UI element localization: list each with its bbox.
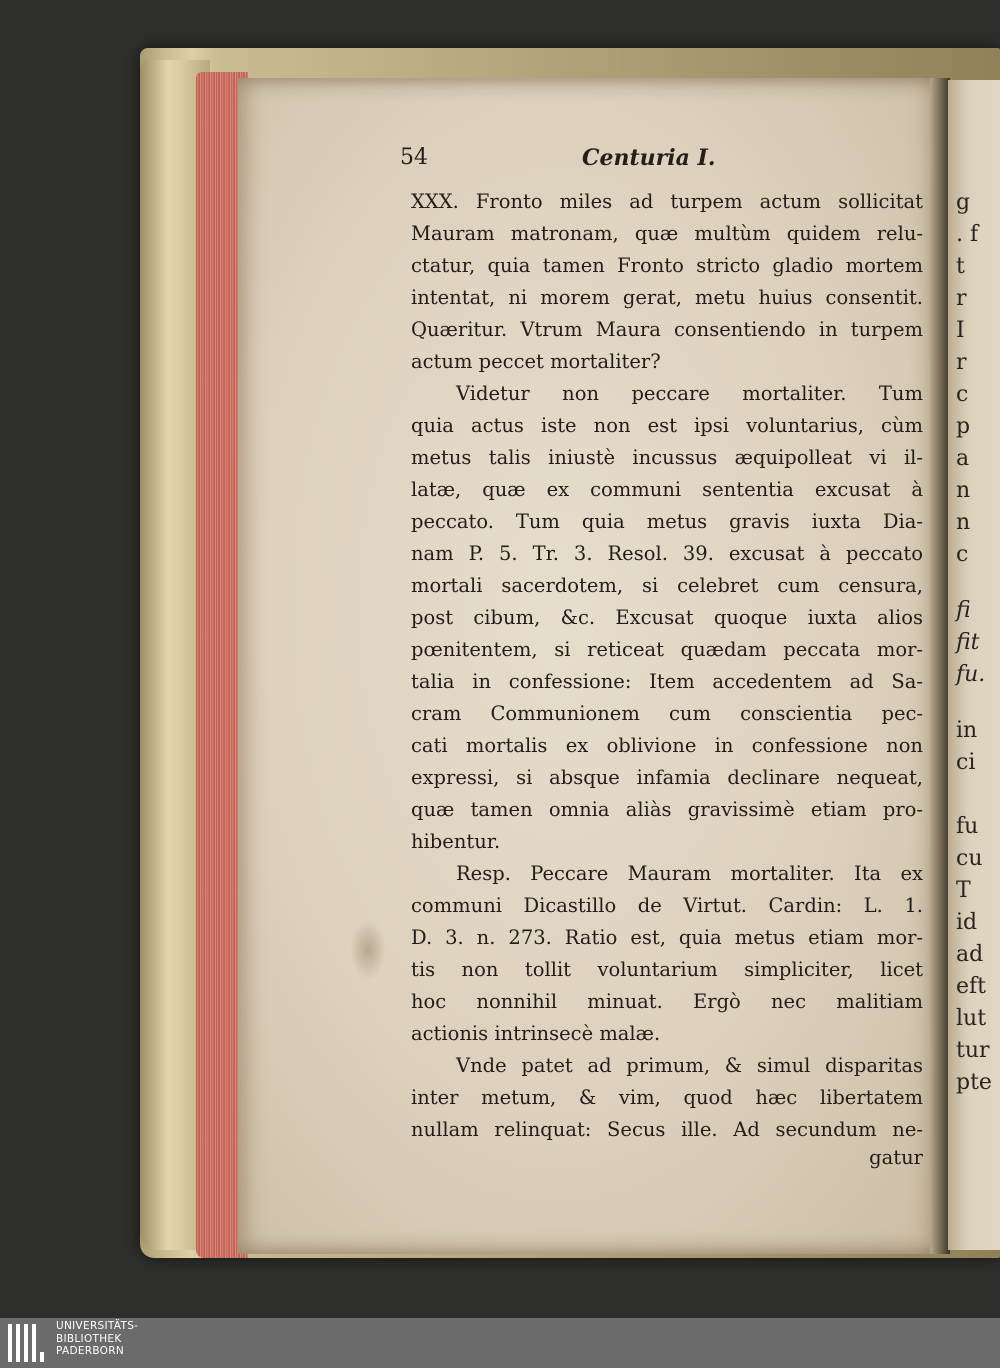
page-header bbox=[400, 145, 930, 175]
library-name-line: UNIVERSITÄTS- bbox=[56, 1320, 139, 1332]
text-line: Resp. Peccare Mauram mortaliter. Ita ex bbox=[456, 862, 923, 885]
text-line: hibentur. bbox=[411, 830, 501, 853]
text-line: XXX. Fronto miles ad turpem actum sollicitat bbox=[411, 190, 923, 213]
facing-page-text: t bbox=[956, 254, 965, 279]
paper-stain bbox=[350, 920, 386, 980]
text-line: intentat, ni morem gerat, metu huius consentit. bbox=[411, 286, 923, 309]
facing-page-text: pte bbox=[956, 1070, 992, 1095]
facing-page-text: in bbox=[956, 718, 978, 743]
facing-page-text: cu bbox=[956, 846, 983, 871]
facing-page-text: T bbox=[956, 878, 971, 903]
facing-page-text: fu bbox=[956, 814, 979, 839]
text-line: hoc nonnihil minuat. Ergò nec malitiam bbox=[411, 990, 923, 1013]
facing-page-text: n bbox=[956, 478, 971, 503]
page-number: 54 bbox=[400, 145, 428, 170]
text-line: pœnitentem, si reticeat quædam peccata mor- bbox=[411, 638, 923, 661]
page-gutter bbox=[930, 78, 950, 1254]
text-line: inter metum, & vim, quod hæc libertatem bbox=[411, 1086, 923, 1109]
text-line: peccato. Tum quia metus gravis iuxta Dia- bbox=[411, 510, 923, 533]
facing-page-text: ci bbox=[956, 750, 976, 775]
text-line: actum peccet mortaliter? bbox=[411, 350, 661, 373]
facing-page-text: r bbox=[956, 286, 967, 311]
text-line: Videtur non peccare mortaliter. Tum bbox=[456, 382, 923, 405]
facing-page-text: c bbox=[956, 382, 969, 407]
text-line: cram Communionem cum conscientia pec- bbox=[411, 702, 923, 725]
text-line: nullam relinquat: Secus ille. Ad secundum ne- bbox=[411, 1118, 923, 1141]
text-line: actionis intrinsecè malæ. bbox=[411, 1022, 661, 1045]
facing-page-text: a bbox=[956, 446, 970, 471]
text-line: Mauram matronam, quæ multùm quidem relu- bbox=[411, 222, 923, 245]
facing-page-text: . f bbox=[956, 222, 979, 247]
facing-page-text: c bbox=[956, 542, 969, 567]
text-line: expressi, si absque infamia declinare nequeat, bbox=[411, 766, 923, 789]
text-line: post cibum, &c. Excusat quoque iuxta alios bbox=[411, 606, 923, 629]
facing-page-text: tur bbox=[956, 1038, 990, 1063]
text-line: tis non tollit voluntarium simpliciter, licet bbox=[411, 958, 923, 981]
facing-page-text: p bbox=[956, 414, 971, 439]
library-name bbox=[56, 1320, 138, 1358]
running-title: Centuria I. bbox=[582, 145, 716, 171]
text-line: latæ, quæ ex communi sententia excusat à bbox=[411, 478, 923, 501]
library-logo-icon bbox=[6, 1322, 46, 1364]
catchword: gatur bbox=[869, 1146, 923, 1169]
facing-page-text: fu. bbox=[956, 662, 986, 687]
facing-page-text: g bbox=[956, 190, 971, 215]
text-line: metus talis iniustè incussus æquipolleat vi il- bbox=[411, 446, 923, 469]
text-line: mortali sacerdotem, si celebret cum censura, bbox=[411, 574, 923, 597]
text-line: ctatur, quia tamen Fronto stricto gladio mortem bbox=[411, 254, 923, 277]
text-line: Quæritur. Vtrum Maura consentiendo in turpem bbox=[411, 318, 923, 341]
footer-bar bbox=[0, 1318, 1000, 1368]
facing-page-text: fi bbox=[956, 598, 971, 623]
text-line: communi Dicastillo de Virtut. Cardin: L. 1. bbox=[411, 894, 923, 917]
text-line: cati mortalis ex oblivione in confessione non bbox=[411, 734, 923, 757]
facing-page-text: r bbox=[956, 350, 967, 375]
facing-page-text: n bbox=[956, 510, 971, 535]
library-name-line: PADERBORN bbox=[56, 1345, 124, 1357]
text-line: quia actus iste non est ipsi voluntarius, cùm bbox=[411, 414, 923, 437]
library-name-line: BIBLIOTHEK bbox=[56, 1332, 122, 1345]
facing-page-text: fit bbox=[956, 630, 980, 655]
facing-page-fragment bbox=[948, 80, 1000, 1250]
text-line: quæ tamen omnia aliàs gravissimè etiam pro- bbox=[411, 798, 923, 821]
facing-page-text: eft bbox=[956, 974, 987, 999]
facing-page-text: ad bbox=[956, 942, 984, 967]
facing-page-text: lut bbox=[956, 1006, 987, 1031]
text-line: D. 3. n. 273. Ratio est, quia metus etiam mor- bbox=[411, 926, 923, 949]
text-line: talia in confessione: Item accedentem ad Sa- bbox=[411, 670, 923, 693]
text-line: Vnde patet ad primum, & simul disparitas bbox=[456, 1054, 923, 1077]
text-line: nam P. 5. Tr. 3. Resol. 39. excusat à peccato bbox=[411, 542, 923, 565]
facing-page-text: I bbox=[956, 318, 965, 343]
facing-page-text: id bbox=[956, 910, 978, 935]
